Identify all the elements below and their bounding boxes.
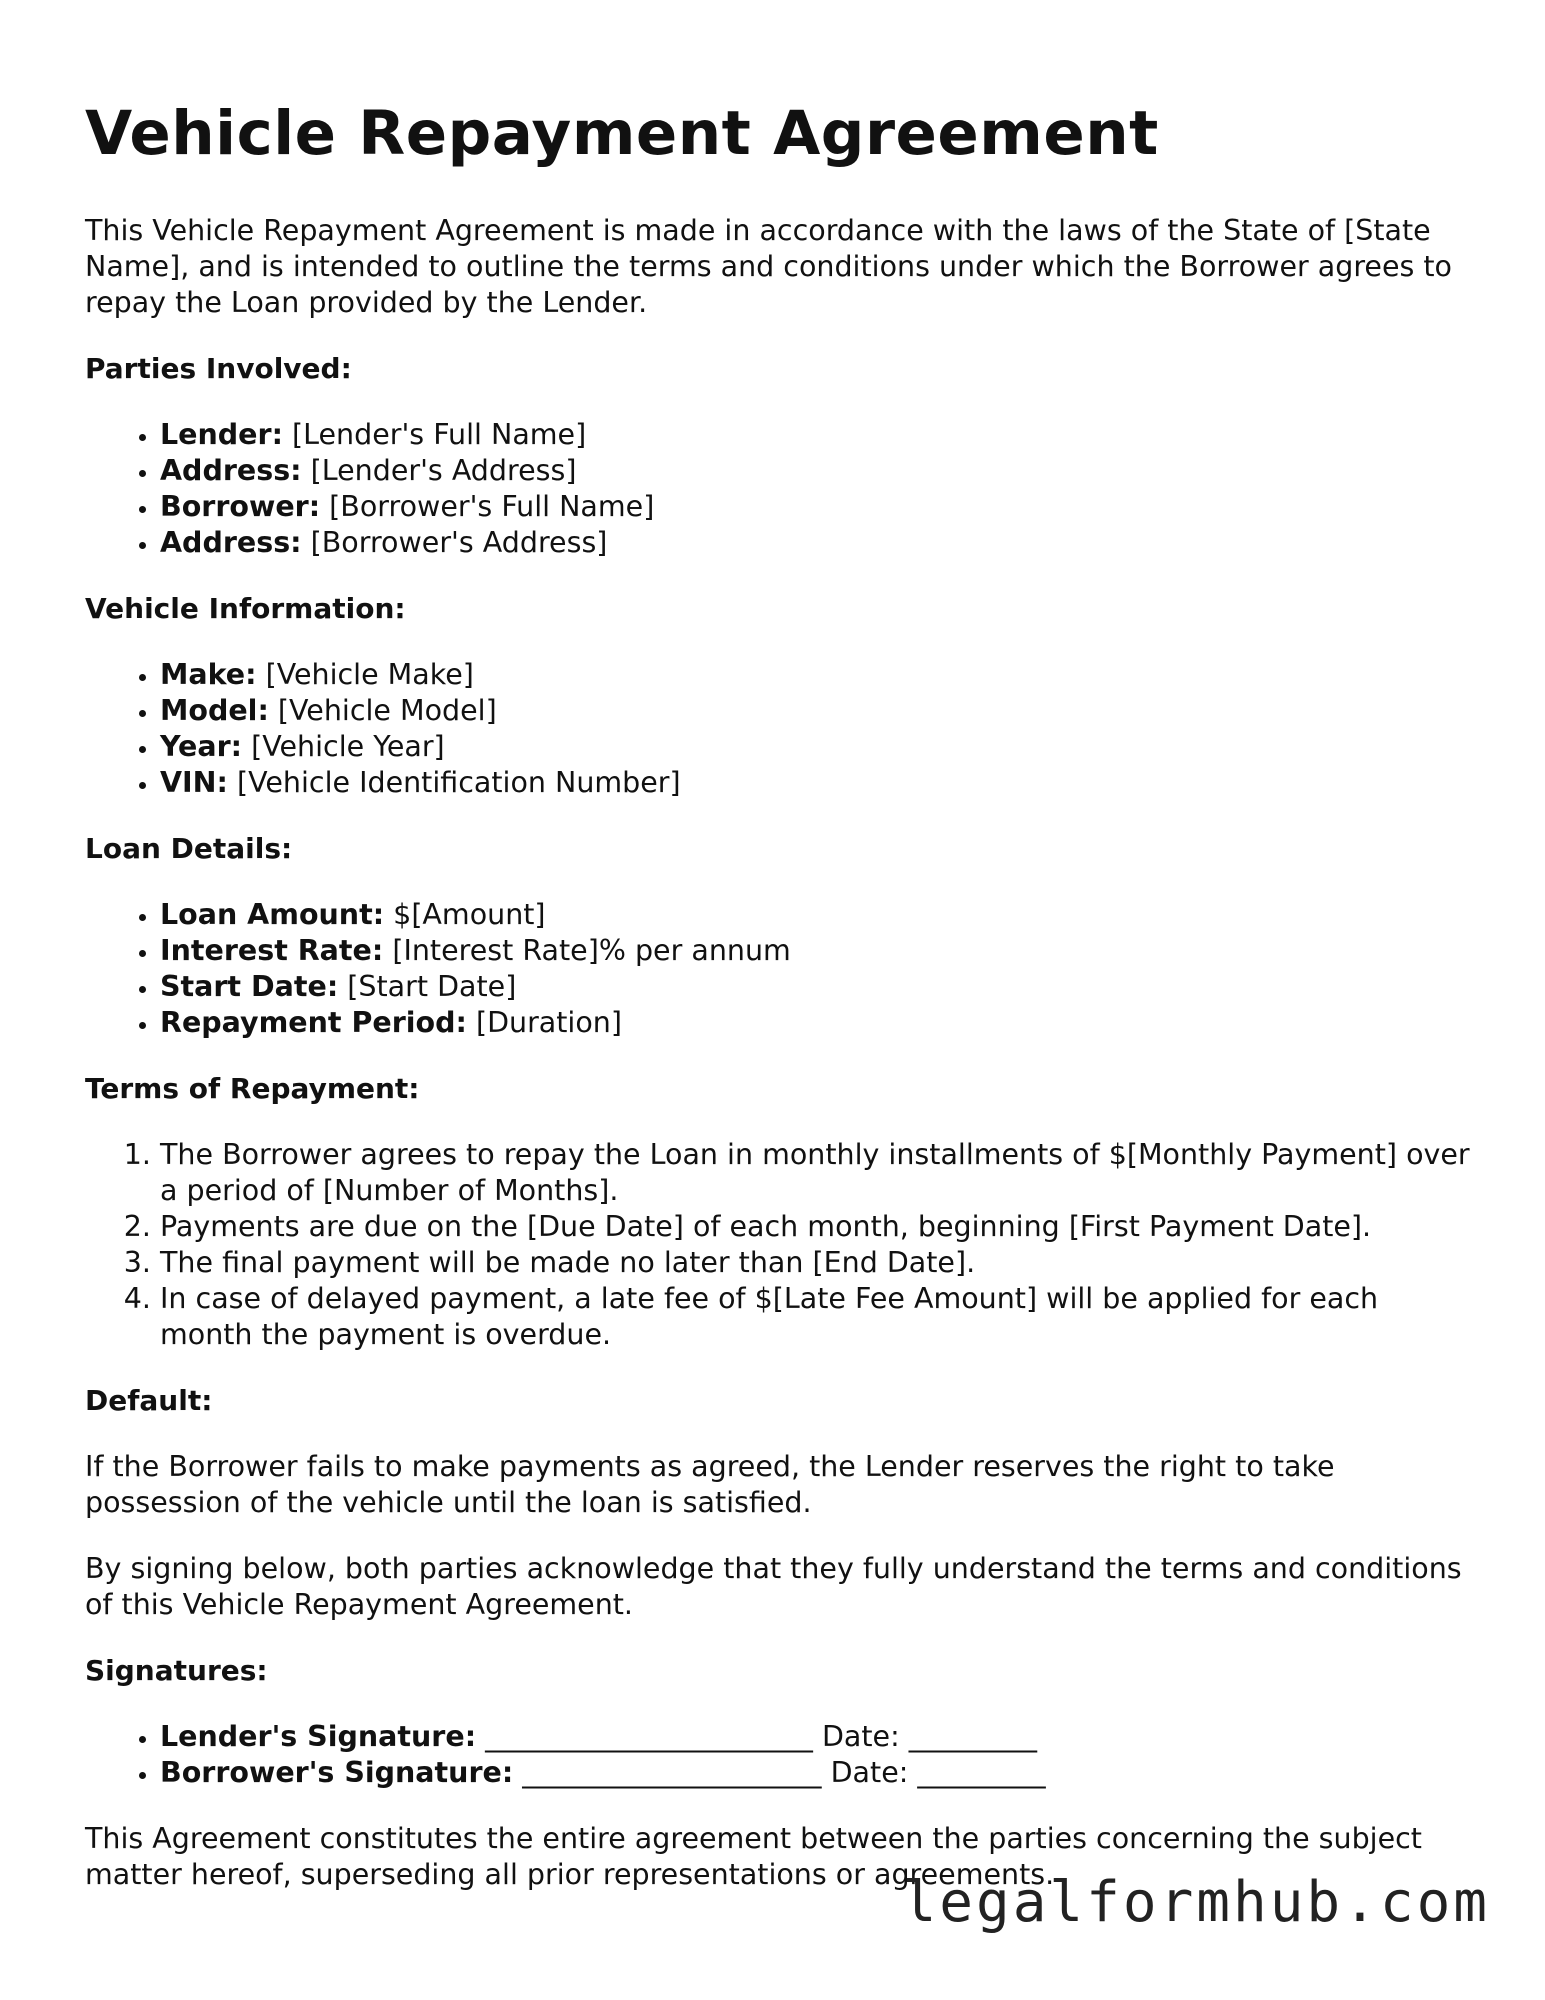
field-label: Borrower's Signature: xyxy=(160,1756,514,1790)
field-label: Start Date: xyxy=(160,970,339,1004)
terms-heading: Terms of Repayment: xyxy=(85,1072,420,1106)
field-label: Borrower: xyxy=(160,490,321,524)
field-value: [Borrower's Full Name] xyxy=(320,490,655,524)
document-title: Vehicle Repayment Agreement xyxy=(85,98,1159,169)
field-label: Make: xyxy=(160,658,257,692)
list-item: 4. In case of delayed payment, a late fee of $[Late Fee Amount] will be applied for each month the payment is overdue. xyxy=(160,1281,1475,1353)
field-value: [Vehicle Identification Number] xyxy=(227,766,681,800)
field-label: Interest Rate: xyxy=(160,934,384,968)
field-value: [Duration] xyxy=(466,1006,622,1040)
field-label: Loan Amount: xyxy=(160,898,385,932)
list-item xyxy=(160,489,1475,525)
signatures-list xyxy=(85,1719,1475,1791)
list-item xyxy=(160,525,1475,561)
list-item xyxy=(160,933,1475,969)
list-item xyxy=(160,1005,1475,1041)
loan-heading: Loan Details: xyxy=(85,832,293,866)
list-item xyxy=(160,897,1475,933)
field-value: [Vehicle Year] xyxy=(242,730,445,764)
terms-list xyxy=(85,1137,1475,1353)
field-value: [Vehicle Make] xyxy=(256,658,474,692)
default-paragraph: If the Borrower fails to make payments as agreed, the Lender reserves the right to take possession of the vehicle until the loan is satisfied. xyxy=(85,1450,1335,1520)
acknowledgement-paragraph: By signing below, both parties acknowledge that they fully understand the terms and conditions of this Vehicle Repayment Agreement. xyxy=(85,1552,1462,1622)
watermark: legalformhub.com xyxy=(902,1870,1490,1935)
loan-list xyxy=(85,897,1475,1041)
document-page xyxy=(85,100,1475,1923)
signature-line-borrower xyxy=(160,1755,1475,1791)
list-item: 3. The final payment will be made no later than [End Date]. xyxy=(160,1245,1475,1281)
field-value: [Lender's Full Name] xyxy=(282,418,587,452)
signatures-heading: Signatures: xyxy=(85,1654,268,1688)
default-heading: Default: xyxy=(85,1384,213,1418)
vehicle-heading: Vehicle Information: xyxy=(85,592,406,626)
list-item xyxy=(160,453,1475,489)
field-label: Lender's Signature: xyxy=(160,1720,477,1754)
field-value: [Borrower's Address] xyxy=(301,526,608,560)
field-label: Address: xyxy=(160,526,302,560)
list-item xyxy=(160,657,1475,693)
field-value: [Interest Rate]% per annum xyxy=(383,934,791,968)
field-label: Model: xyxy=(160,694,269,728)
list-item: 2. Payments are due on the [Due Date] of each month, beginning [First Payment Date]. xyxy=(160,1209,1475,1245)
field-label: Repayment Period: xyxy=(160,1006,467,1040)
closing-paragraph: This Agreement constitutes the entire agreement between the parties concerning the subject matter hereof, superseding all prior representations or agreements. xyxy=(85,1822,1422,1892)
list-item xyxy=(160,693,1475,729)
list-item: 1. The Borrower agrees to repay the Loan in monthly installments of $[Monthly Payment] over a period of [Number of Months]. xyxy=(160,1137,1475,1209)
field-label: Lender: xyxy=(160,418,283,452)
field-label: Address: xyxy=(160,454,302,488)
field-value: $[Amount] xyxy=(384,898,546,932)
field-value: _______________________ Date: _________ xyxy=(476,1720,1037,1754)
field-value: [Start Date] xyxy=(338,970,517,1004)
signature-line-lender xyxy=(160,1719,1475,1755)
intro-paragraph: This Vehicle Repayment Agreement is made in accordance with the laws of the State of [State Name], and is intended to outline the terms and conditions under which the Borrower agrees to repay the Loan provided by the Lender. xyxy=(85,214,1452,320)
vehicle-list xyxy=(85,657,1475,801)
parties-heading: Parties Involved: xyxy=(85,352,352,386)
field-value: _____________________ Date: _________ xyxy=(513,1756,1046,1790)
parties-list xyxy=(85,417,1475,561)
list-item xyxy=(160,969,1475,1005)
list-item xyxy=(160,729,1475,765)
field-label: VIN: xyxy=(160,766,228,800)
list-item xyxy=(160,417,1475,453)
field-value: [Vehicle Model] xyxy=(268,694,497,728)
list-item xyxy=(160,765,1475,801)
field-label: Year: xyxy=(160,730,243,764)
field-value: [Lender's Address] xyxy=(301,454,577,488)
